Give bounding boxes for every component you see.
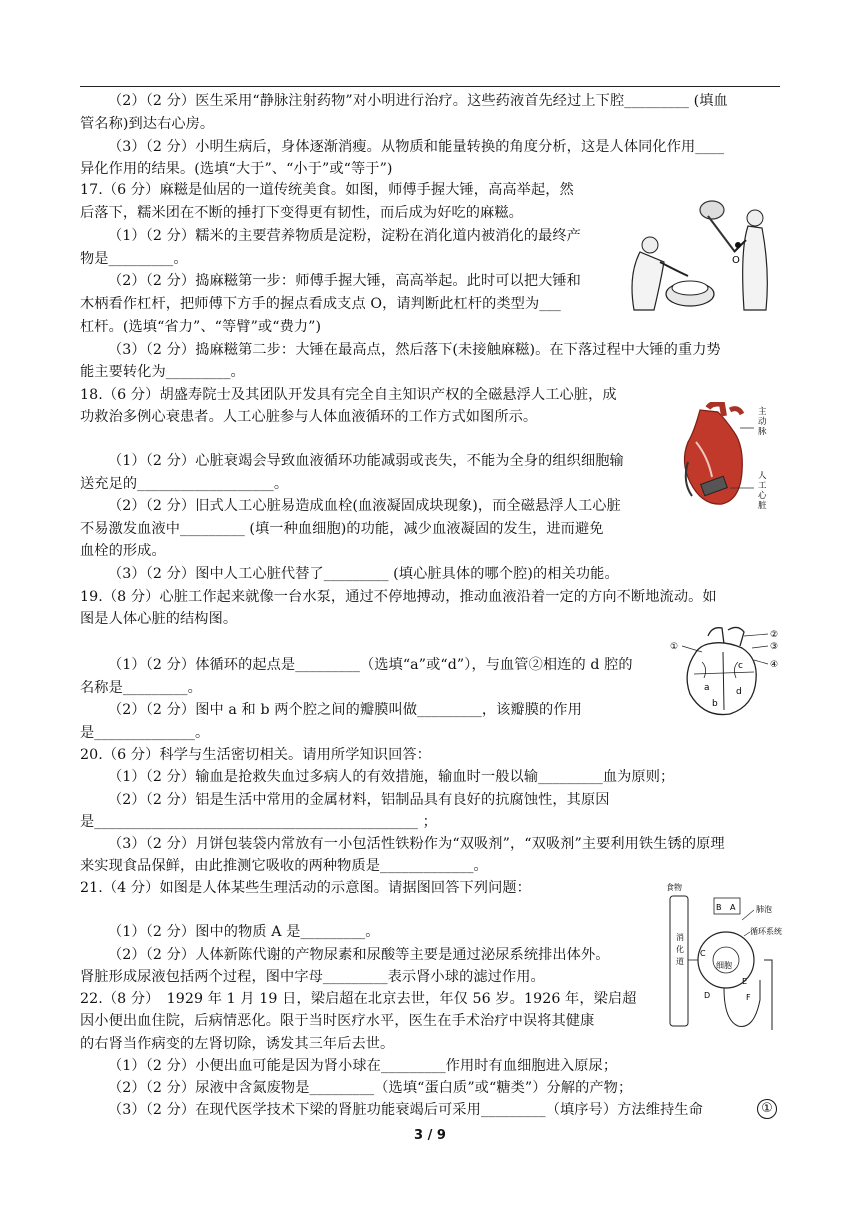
physiology-label: 循环系统 [750,927,782,936]
text-line: （2）（2 分）医生采用“静脉注射药物”对小明进行治疗。这些药液首先经过上下腔_________ (填血 [108,93,728,109]
heart-label: 脏 [758,501,767,511]
pivot-label: O [732,255,740,266]
structure-label: ④ [770,660,779,670]
text-line: 不易激发血液中_________ (填一种血细胞)的功能，减少血液凝固的发生，进而避免 [80,521,604,537]
text-line: （3）（2 分）捣麻糍第二步：大锤在最高点，然后落下(未接触麻糍)。在下落过程中大锤的重力势 [108,342,721,358]
heart-label: 脉 [758,427,767,437]
text-line: 名称是_________。 [80,680,202,696]
text-line: （2）（2 分）铝是生活中常用的金属材料，铝制品具有良好的抗腐蚀性，其原因 [108,792,610,808]
physiology-label: F [746,993,751,1002]
artificial-heart-figure [678,402,788,514]
hammer-head-icon [700,201,724,219]
text-line: 送充足的___________________。 [80,476,289,492]
physiology-label: 消 [676,933,684,942]
text-line: （3）（2 分）月饼包装袋内常放有一小包活性铁粉作为“双吸剂”，“双吸剂”主要利用铁生锈的原理 [108,836,725,852]
physiology-label: 化 [676,945,684,954]
text-line: 的右肾当作病变的左肾切除，诱发其三年后去世。 [80,1036,395,1052]
text-line: （1）（2 分）糯米的主要营养物质是淀粉，淀粉在消化道内被消化的最终产 [108,228,581,244]
structure-label: c [738,661,743,671]
text-line: （3）（2 分）小明生病后，身体逐渐消瘦。从物质和能量转换的角度分析，这是人体同化作用____ [108,139,725,155]
physiology-figure [664,880,794,1036]
heart-label: 动 [758,417,767,427]
heart-label: 主 [758,407,767,417]
text-line: （1）（2 分）小便出血可能是因为肾小球在_________作用时有血细胞进入原尿； [108,1058,618,1074]
text-line: 是_____________________________________________ ； [80,814,437,830]
text-line: 异化作用的结果。(选填“大于”、“小于”或“等于”) [80,161,393,177]
heart-structure-figure [668,622,786,722]
physiology-label: 食物 [666,883,682,892]
physiology-label: E [742,977,748,986]
text-line: （1）（2 分）心脏衰竭会导致血液循环功能减弱或丧失，不能为全身的组织细胞输 [108,453,624,469]
text-line: 木柄看作杠杆，把师傅下方手的握点看成支点 O，请判断此杠杆的类型为___ [80,296,561,312]
text-line: 能主要转化为_________。 [80,364,245,380]
question-heading: 18.（6 分）胡盛寿院士及其团队开发具有完全自主知识产权的全磁悬浮人工心脏，成 [80,387,617,403]
physiology-label: C [700,949,706,958]
text-line: 物是_________。 [80,251,188,267]
physiology-label: 肺泡 [756,905,772,914]
physiology-label: 道 [676,957,684,966]
text-line: （1）（2 分）输血是抢救失血过多病人的有效措施，输血时一般以输_________血为原则； [108,769,675,785]
text-line: （1）（2 分）体循环的起点是_________（选填“a”或“d”），与血管②相连的 d 腔的 [108,657,633,673]
text-line: 杠杆。(选填“省力”、“等臂”或“费力”) [80,319,322,335]
question-heading: 22.（8 分） 1929 年 1 月 19 日，梁启超在北京去世，年仅 56 岁。1926 年，梁启超 [80,991,637,1007]
text-line: （2）（2 分）图中 a 和 b 两个腔之间的瓣膜叫做_________，该瓣膜的作用 [108,702,582,718]
structure-label: ③ [770,642,779,652]
text-line: 后落下，糯米团在不断的捶打下变得更有韧性，而后成为好吃的麻糍。 [80,205,523,221]
structure-label: b [712,699,718,709]
text-line: 是______________。 [80,725,210,741]
text-line: 功救治多例心衰患者。人工心脏参与人体血液循环的工作方式如图所示。 [80,409,538,425]
text-line: 来实现食品保鲜，由此推测它吸收的两种物质是_____________。 [80,858,488,874]
circled-option-one: ① [757,1099,777,1119]
structure-label: d [736,687,742,697]
text-line: 肾脏形成尿液包括两个过程，图中字母_________表示肾小球的滤过作用。 [80,969,545,985]
text-line: 因小便出血住院，后病情恶化。限于当时医疗水平，医生在手术治疗中误将其健康 [80,1013,595,1029]
top-rule [80,86,780,87]
structure-label: ② [770,630,779,640]
heart-label: 工 [758,481,767,491]
text-line: 管名称)到达右心房。 [80,116,215,132]
physiology-label: 细胞 [716,961,732,970]
heart-label: 心 [758,491,767,501]
physiology-label: B [716,903,722,912]
text-line: （3）（2 分）在现代医学技术下梁的肾脏功能衰竭后可采用_________（填序号）方法维持生命 [108,1102,703,1118]
question-heading: 21.（4 分）如图是人体某些生理活动的示意图。请据图回答下列问题： [80,880,531,896]
text-line: （1）（2 分）图中的物质 A 是_________。 [108,924,380,940]
text-line: 图是人体心脏的结构图。 [80,611,238,627]
question-heading: 19.（8 分）心脏工作起来就像一台水泵，通过不停地搏动，推动血液沿着一定的方向不断地流动。如 [80,589,717,605]
physiology-label: A [730,903,736,912]
structure-label: ① [670,642,679,652]
text-line: （2）（2 分）尿液中含氮废物是_________（选填“蛋白质”或“糖类”）分解的产物； [108,1080,633,1096]
text-line: （2）（2 分）人体新陈代谢的产物尿素和尿酸等主要是通过泌尿系统排出体外。 [108,947,610,963]
text-line: （3）（2 分）图中人工心脏代替了_________ (填心脏具体的哪个腔)的相关功能。 [108,566,619,582]
question-heading: 17.（6 分）麻糍是仙居的一道传统美食。如图，师傅手握大锤，高高举起，然 [80,182,574,198]
page-number: 3 / 9 [414,1128,446,1143]
text-line: （2）（2 分）旧式人工心脏易造成血栓(血液凝固成块现象)，而全磁悬浮人工心脏 [108,498,621,514]
mochi-pounding-figure [620,190,780,320]
text-line: （2）（2 分）捣麻糍第一步：师傅手握大锤，高高举起。此时可以把大锤和 [108,273,581,289]
question-heading: 20.（6 分）科学与生活密切相关。请用所学知识回答： [80,747,431,763]
heart-label: 人 [758,471,767,481]
structure-label: a [704,683,710,693]
text-line: 血栓的形成。 [80,543,166,559]
physiology-label: D [704,991,711,1000]
